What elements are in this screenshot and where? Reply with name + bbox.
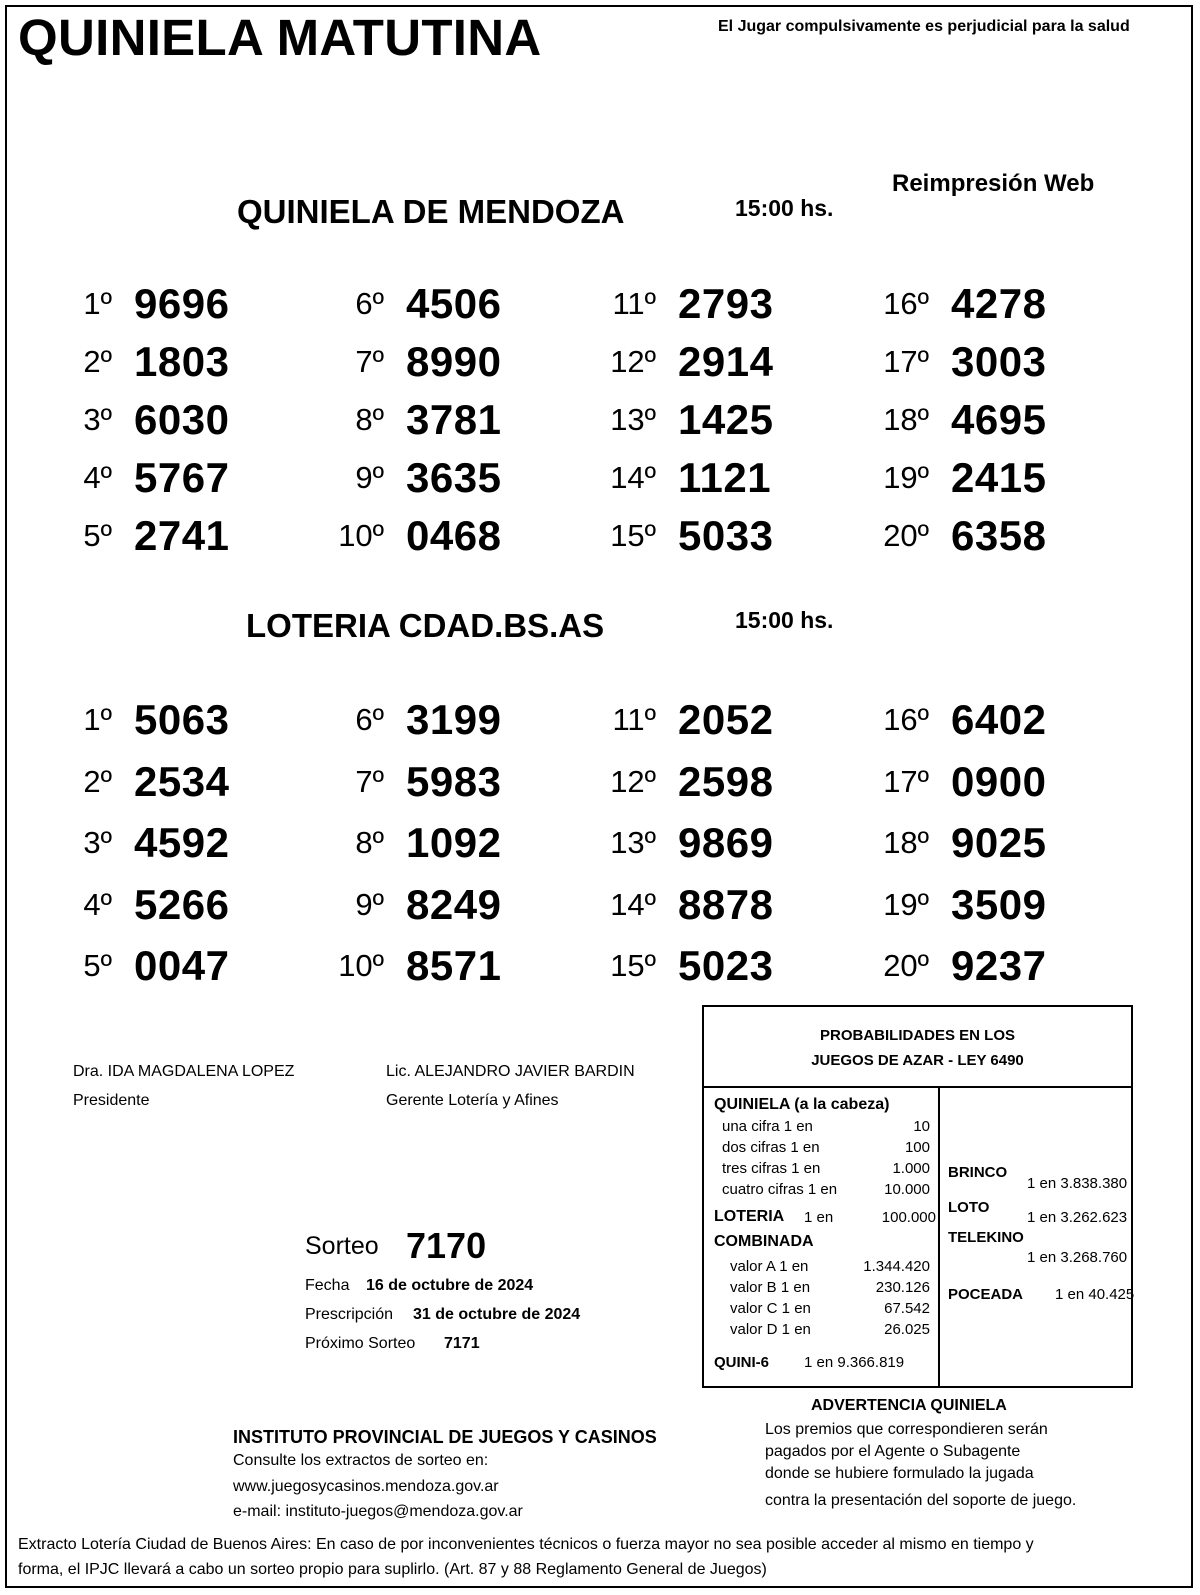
result-cell: [332, 278, 572, 328]
result-position: 1º: [83, 286, 112, 321]
result-position: 15º: [610, 948, 656, 983]
result-position: 16º: [883, 286, 929, 321]
probabilities-header: [704, 1007, 1131, 1088]
result-cell: [877, 452, 1117, 502]
advertencia-line: pagados por el Agente o Subagente: [765, 1443, 1021, 1460]
prescripcion-value: 31 de octubre de 2024: [413, 1306, 581, 1323]
result-number: 2534: [134, 757, 230, 805]
result-number: 5767: [134, 454, 230, 501]
result-cell: [877, 510, 1117, 560]
results-row: [60, 278, 1060, 328]
result-number: 2914: [678, 338, 774, 385]
result-position: 8º: [355, 402, 384, 437]
probabilities-title-line2: JUEGOS DE AZAR - LEY 6490: [811, 1052, 1024, 1069]
result-number: 0900: [951, 757, 1047, 805]
footer-line1: Extracto Lotería Ciudad de Buenos Aires: En caso de por inconvenientes técnicos o fuerza mayor no sea posible acceder al mismo en tiempo y: [18, 1536, 1034, 1553]
result-cell: [877, 278, 1117, 328]
probabilities-box: [702, 1005, 1133, 1388]
prob-row-label: valor C 1 en: [730, 1300, 811, 1317]
result-cell: [604, 694, 844, 744]
result-position: 14º: [610, 460, 656, 495]
signature-right-role: Gerente Lotería y Afines: [386, 1092, 559, 1109]
brinco-prob-value: 1 en 3.838.380: [1027, 1175, 1128, 1192]
result-number: 8571: [406, 942, 502, 989]
result-cell: [60, 817, 300, 867]
signature-left-name: Dra. IDA MAGDALENA LOPEZ: [73, 1063, 295, 1080]
result-position: 13º: [610, 402, 656, 437]
result-number: 2598: [678, 757, 774, 805]
result-position: 12º: [610, 344, 656, 379]
result-position: 2º: [83, 763, 112, 799]
result-position: 4º: [83, 460, 112, 495]
result-number: 0047: [134, 942, 230, 989]
result-cell: [877, 756, 1117, 806]
result-number: 6030: [134, 396, 230, 443]
loto-prob-value: 1 en 3.262.623: [1027, 1209, 1128, 1226]
probabilities-title-line1: PROBABILIDADES EN LOS: [819, 1027, 1015, 1044]
advertencia-line: contra la presentación del soporte de juego.: [765, 1492, 1077, 1509]
result-cell: [332, 394, 572, 444]
prob-row-label: una cifra 1 en: [722, 1118, 813, 1135]
prob-row-value: 100: [904, 1139, 930, 1156]
result-number: 3003: [951, 338, 1047, 385]
result-cell: [60, 510, 300, 560]
result-cell: [332, 940, 572, 990]
signature-left-role: Presidente: [73, 1092, 150, 1109]
prob-row-value: 10: [913, 1118, 930, 1135]
result-position: 18º: [883, 825, 929, 860]
result-cell: [604, 879, 844, 929]
result-position: 3º: [83, 402, 112, 437]
loteria-prob-label: LOTERIA: [714, 1208, 785, 1225]
results-row: [60, 694, 1060, 744]
result-cell: [877, 817, 1117, 867]
instituto-email[interactable]: e-mail: instituto-juegos@mendoza.gov.ar: [233, 1503, 523, 1520]
probabilities-left-column: [704, 1088, 940, 1388]
prob-row-label: cuatro cifras 1 en: [722, 1181, 838, 1198]
reprint-label: Reimpresión Web: [892, 170, 1095, 197]
results-row: [60, 510, 1060, 560]
result-position: 10º: [338, 948, 384, 983]
result-number: 5023: [678, 942, 774, 989]
telekino-prob-label: TELEKINO: [948, 1229, 1024, 1246]
result-position: 14º: [610, 886, 656, 922]
results-row: [60, 940, 1060, 990]
prob-row-label: dos cifras 1 en: [722, 1139, 820, 1156]
result-cell: [604, 756, 844, 806]
quiniela-prob-title: QUINIELA (a la cabeza): [714, 1096, 890, 1113]
combinada-prob-label: COMBINADA: [714, 1233, 814, 1250]
result-position: 16º: [883, 702, 929, 737]
result-number: 1803: [134, 338, 230, 385]
result-number: 4695: [951, 396, 1047, 443]
result-position: 20º: [883, 948, 929, 983]
result-cell: [604, 817, 844, 867]
result-position: 13º: [610, 825, 656, 860]
advertencia-line: donde se hubiere formulado la jugada: [765, 1465, 1034, 1482]
footer-line2: forma, el IPJC llevará a cabo un sorteo propio para suplirlo. (Art. 87 y 88 Reglamento General de Juegos): [18, 1561, 767, 1578]
result-position: 1º: [83, 702, 112, 737]
result-cell: [604, 452, 844, 502]
prob-row-label: tres cifras 1 en: [722, 1160, 821, 1177]
result-cell: [877, 940, 1117, 990]
result-position: 7º: [355, 344, 384, 379]
sorteo-label: Sorteo: [305, 1232, 379, 1260]
advertencia-line: Los premios que correspondieren serán: [765, 1421, 1048, 1438]
instituto-url[interactable]: www.juegosycasinos.mendoza.gov.ar: [233, 1478, 499, 1495]
result-position: 8º: [355, 825, 384, 860]
result-position: 6º: [355, 286, 384, 321]
result-number: 0468: [406, 512, 502, 559]
result-cell: [60, 452, 300, 502]
result-cell: [877, 336, 1117, 386]
proximo-label: Próximo Sorteo: [305, 1335, 416, 1352]
result-number: 4278: [951, 280, 1047, 327]
mendoza-title: QUINIELA DE MENDOZA: [237, 193, 625, 230]
result-number: 9869: [678, 819, 774, 866]
result-position: 2º: [83, 344, 112, 379]
prob-row-value: 1.000: [892, 1160, 930, 1177]
results-row: [60, 817, 1060, 867]
quini6-prob-value: 1 en 9.366.819: [804, 1354, 905, 1371]
result-position: 6º: [355, 702, 384, 737]
mendoza-time: 15:00 hs.: [735, 195, 834, 221]
result-number: 3781: [406, 396, 502, 443]
advertencia-title: ADVERTENCIA QUINIELA: [811, 1397, 1007, 1414]
result-position: 19º: [883, 460, 929, 495]
result-position: 18º: [883, 402, 929, 437]
quini6-prob-label: QUINI-6: [714, 1354, 770, 1371]
result-number: 8990: [406, 338, 502, 385]
poceada-prob-value: 1 en 40.425: [1055, 1286, 1135, 1303]
result-number: 3635: [406, 454, 502, 501]
result-cell: [604, 940, 844, 990]
result-number: 3509: [951, 880, 1047, 928]
result-number: 5033: [678, 512, 774, 559]
result-number: 4592: [134, 819, 230, 866]
results-row: [60, 879, 1060, 929]
result-position: 12º: [610, 763, 656, 799]
result-number: 2741: [134, 512, 230, 559]
result-cell: [604, 278, 844, 328]
result-cell: [60, 394, 300, 444]
result-position: 3º: [83, 825, 112, 860]
telekino-prob-value: 1 en 3.268.760: [1027, 1249, 1128, 1266]
result-position: 17º: [883, 763, 929, 799]
result-position: 10º: [338, 518, 384, 553]
result-cell: [60, 336, 300, 386]
result-number: 9237: [951, 942, 1047, 989]
result-number: 8249: [406, 880, 502, 928]
result-number: 9025: [951, 819, 1047, 866]
result-position: 5º: [83, 948, 112, 983]
prob-row-value: 230.126: [875, 1279, 930, 1296]
result-position: 19º: [883, 886, 929, 922]
result-cell: [60, 756, 300, 806]
result-position: 9º: [355, 886, 384, 922]
loteria-prob-en: 1 en: [804, 1209, 834, 1226]
result-number: 6402: [951, 696, 1047, 743]
result-cell: [604, 510, 844, 560]
result-position: 9º: [355, 460, 384, 495]
result-number: 5266: [134, 880, 230, 928]
result-cell: [877, 394, 1117, 444]
result-cell: [332, 452, 572, 502]
result-cell: [332, 510, 572, 560]
instituto-line1: Consulte los extractos de sorteo en:: [233, 1452, 489, 1469]
result-cell: [332, 336, 572, 386]
result-position: 7º: [355, 763, 384, 799]
loteria-time: 15:00 hs.: [735, 607, 834, 633]
signature-right-name: Lic. ALEJANDRO JAVIER BARDIN: [386, 1063, 635, 1080]
result-position: 4º: [83, 886, 112, 922]
prob-row-label: valor B 1 en: [730, 1279, 811, 1296]
prob-row-value: 26.025: [884, 1321, 930, 1338]
result-cell: [60, 940, 300, 990]
result-number: 8878: [678, 880, 774, 928]
result-cell: [332, 756, 572, 806]
result-cell: [332, 694, 572, 744]
result-cell: [604, 394, 844, 444]
result-cell: [877, 694, 1117, 744]
result-number: 1121: [678, 454, 772, 501]
result-cell: [332, 817, 572, 867]
result-position: 5º: [83, 518, 112, 553]
results-row: [60, 394, 1060, 444]
fecha-label: Fecha: [305, 1277, 350, 1294]
result-number: 2415: [951, 454, 1047, 501]
result-number: 6358: [951, 512, 1047, 559]
brinco-prob-label: BRINCO: [948, 1164, 1008, 1181]
result-cell: [332, 879, 572, 929]
prob-row-label: valor A 1 en: [730, 1258, 809, 1275]
result-number: 5983: [406, 757, 502, 805]
result-number: 2052: [678, 696, 774, 743]
result-number: 1092: [406, 819, 502, 866]
loteria-title: LOTERIA CDAD.BS.AS: [246, 607, 605, 644]
result-number: 3199: [406, 696, 502, 743]
prob-row-value: 10.000: [884, 1181, 930, 1198]
proximo-value: 7171: [444, 1335, 480, 1352]
prob-row-value: 67.542: [884, 1300, 930, 1317]
loto-prob-label: LOTO: [948, 1199, 990, 1216]
result-cell: [877, 879, 1117, 929]
results-row: [60, 452, 1060, 502]
result-position: 17º: [883, 344, 929, 379]
results-row: [60, 756, 1060, 806]
prob-row-value: 1.344.420: [863, 1258, 930, 1275]
fecha-value: 16 de octubre de 2024: [366, 1277, 534, 1294]
result-cell: [60, 879, 300, 929]
prob-row-label: valor D 1 en: [730, 1321, 811, 1338]
result-number: 2793: [678, 280, 774, 327]
poceada-prob-label: POCEADA: [948, 1286, 1024, 1303]
instituto-name: INSTITUTO PROVINCIAL DE JUEGOS Y CASINOS: [233, 1427, 657, 1447]
result-position: 15º: [610, 518, 656, 553]
sorteo-number: 7170: [406, 1225, 487, 1266]
result-cell: [60, 278, 300, 328]
result-position: 11º: [612, 286, 656, 321]
health-warning: El Jugar compulsivamente es perjudicial para la salud: [718, 18, 1130, 35]
result-number: 1425: [678, 396, 774, 443]
result-number: 5063: [134, 696, 230, 743]
result-cell: [60, 694, 300, 744]
result-number: 4506: [406, 280, 502, 327]
result-position: 20º: [883, 518, 929, 553]
results-row: [60, 336, 1060, 386]
result-number: 9696: [134, 280, 230, 327]
loteria-prob-value: 100.000: [881, 1209, 936, 1226]
document-title: QUINIELA MATUTINA: [18, 9, 542, 66]
prescripcion-label: Prescripción: [305, 1306, 394, 1323]
result-cell: [604, 336, 844, 386]
result-position: 11º: [612, 702, 656, 737]
